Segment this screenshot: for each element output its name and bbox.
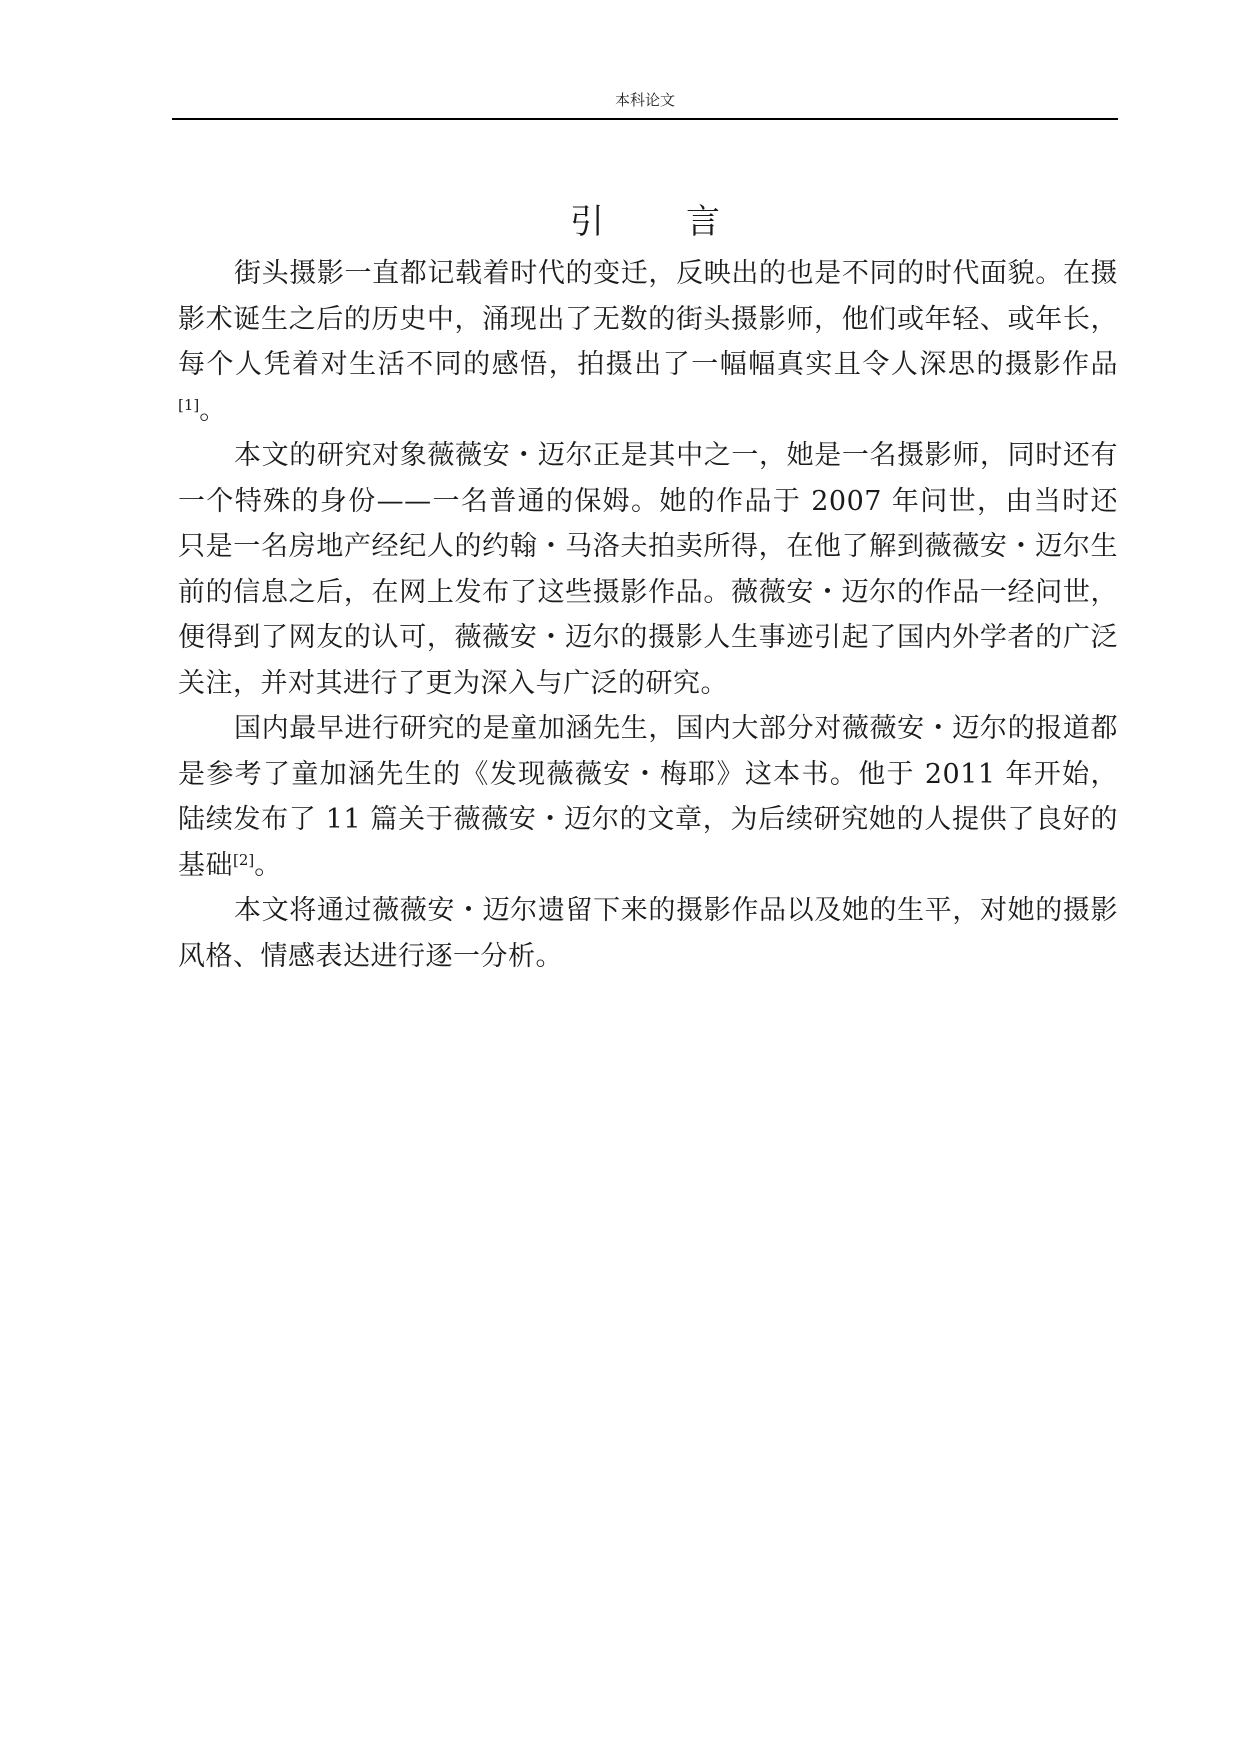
paragraph-1 — [178, 251, 1118, 433]
body-text — [178, 251, 1118, 979]
page-header — [172, 88, 1118, 120]
paragraph-3 — [178, 706, 1118, 888]
section-title-char-2: 言 — [686, 202, 720, 242]
section-title-char-1: 引 — [570, 202, 604, 242]
citation-marker: [1] — [178, 395, 200, 414]
section-title — [172, 200, 1118, 244]
citation-marker: [2] — [233, 850, 255, 869]
paragraph-text: 本文将通过薇薇安・迈尔遗留下来的摄影作品以及她的生平，对她的摄影风格、情感表达进行逐一分析。 — [178, 895, 1118, 972]
running-title: 本科论文 — [614, 91, 675, 109]
paragraph-end: 。 — [199, 394, 227, 426]
paragraph-text: 街头摄影一直都记载着时代的变迁，反映出的也是不同的时代面貌。在摄影术诞生之后的历史中，涌现出了无数的街头摄影师，他们或年轻、或年长，每个人凭着对生活不同的感悟，拍摄出了一幅幅真实且令人深思的摄影作品 — [178, 258, 1118, 380]
paragraph-text: 国内最早进行研究的是童加涵先生，国内大部分对薇薇安・迈尔的报道都是参考了童加涵先生的《发现薇薇安・梅耶》这本书。他于 2011 年开始，陆续发布了 11 篇关于薇薇安・迈尔的文章，为后续研究她的人提供了良好的基础 — [178, 713, 1118, 881]
paragraph-end: 。 — [254, 849, 282, 881]
paragraph-2 — [178, 433, 1118, 706]
paragraph-text: 本文的研究对象薇薇安・迈尔正是其中之一，她是一名摄影师，同时还有一个特殊的身份——一名普通的保姆。她的作品于 2007 年问世，由当时还只是一名房地产经纪人的约翰・马洛夫拍卖所得，在他了解到薇薇安・迈尔生前的信息之后，在网上发布了这些摄影作品。薇薇安・迈尔的作品一经问世，便得到了网友的认可，薇薇安・迈尔的摄影人生事迹引起了国内外学者的广泛关注，并对其进行了更为深入与广泛的研究。 — [178, 440, 1118, 699]
paragraph-4 — [178, 888, 1118, 979]
